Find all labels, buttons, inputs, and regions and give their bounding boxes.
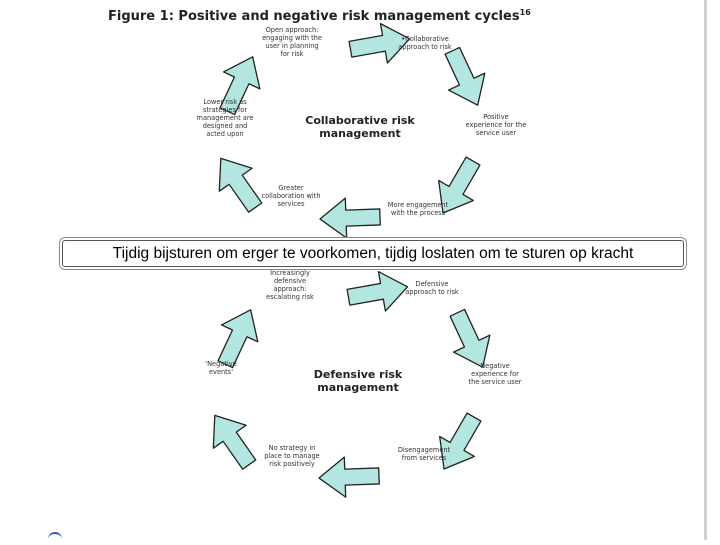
defensive-cycle-arrow-icon — [318, 456, 379, 498]
caption-banner — [62, 240, 684, 267]
collaborative-center-label: Collaborative risk management — [305, 114, 415, 140]
collaborative-node-label: •Collaborative approach to risk — [398, 35, 452, 51]
collaborative-cycle-arrow-icon — [204, 147, 271, 219]
collaborative-cycle-arrow-icon — [319, 197, 380, 239]
figure-title: Figure 1: Positive and negative risk management cycles$^{16}$ — [108, 8, 531, 24]
defensive-cycle — [198, 267, 521, 498]
defensive-cycle-arrow-icon — [345, 267, 411, 317]
defensive-node-label: Negative experience for the service user — [468, 362, 522, 386]
collaborative-cycle — [197, 19, 527, 239]
defensive-node-label: No strategy in place to manage risk positively — [264, 444, 320, 468]
collaborative-node-label: Open approach: engaging with the user in planning for risk — [262, 26, 322, 58]
defensive-cycle-arrow-icon — [427, 407, 492, 479]
slide-edge-rule — [704, 0, 707, 540]
defensive-node-label: Defensive approach to risk — [405, 280, 459, 296]
defensive-node-label: 'Negative events' — [205, 360, 237, 376]
defensive-node-label: Disengagement from services — [397, 446, 451, 462]
collaborative-node-label: More engagement with the process — [387, 201, 449, 217]
corner-mark — [48, 532, 62, 540]
defensive-node-label: Increasingly defensive approach: escalating risk — [266, 269, 314, 301]
collaborative-node-label: Positive experience for the service user — [465, 113, 527, 137]
collaborative-node-label: Lower risk as strategies for management are designed and acted upon — [196, 98, 254, 138]
defensive-cycle-arrow-icon — [198, 404, 265, 476]
caption-banner-text: Tijdig bijsturen om erger te voorkomen, tijdig loslaten om te sturen op kracht — [112, 244, 634, 262]
defensive-center-label: Defensive risk management — [313, 368, 403, 394]
collaborative-node-label: Greater collaboration with services — [261, 184, 321, 208]
collaborative-cycle-arrow-icon — [434, 42, 496, 113]
